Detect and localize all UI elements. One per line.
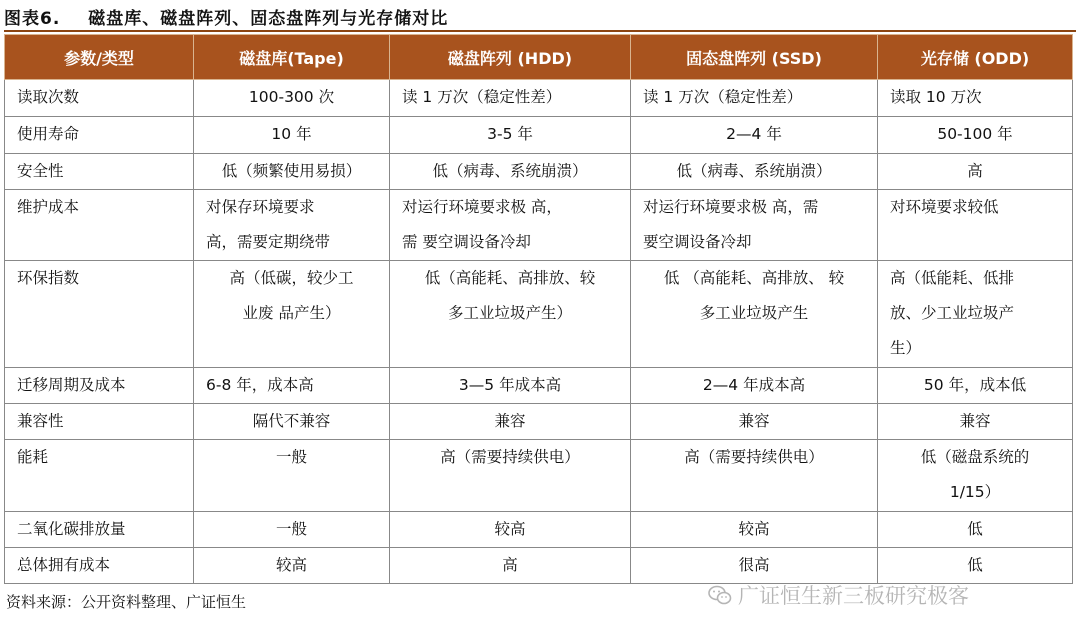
cell-hdd: 3-5 年	[390, 117, 631, 154]
table-row	[5, 154, 1073, 190]
watermark-text: 广证恒生新三板研究极客	[738, 584, 969, 608]
cell-param: 二氧化碳排放量	[5, 512, 194, 548]
table-row	[5, 548, 1073, 584]
cell-odd: 对环境要求较低	[878, 190, 1073, 261]
cell-param: 安全性	[5, 154, 194, 190]
table-row	[5, 440, 1073, 512]
cell-ssd: 兼容	[631, 404, 878, 440]
cell-odd: 低（磁盘系统的 1/15）	[878, 440, 1073, 512]
header-hdd: 磁盘阵列 (HDD)	[390, 35, 631, 80]
cell-tape: 较高	[194, 548, 390, 584]
table-row	[5, 261, 1073, 368]
cell-hdd: 兼容	[390, 404, 631, 440]
cell-tape: 隔代不兼容	[194, 404, 390, 440]
cell-param: 维护成本	[5, 190, 194, 261]
cell-hdd: 低（病毒、系统崩溃）	[390, 154, 631, 190]
cell-param: 读取次数	[5, 80, 194, 117]
cell-param: 迁移周期及成本	[5, 368, 194, 404]
cell-hdd: 低（高能耗、高排放、较 多工业垃圾产生）	[390, 261, 631, 368]
cell-ssd: 对运行环境要求极 高，需 要空调设备冷却	[631, 190, 878, 261]
cell-tape: 一般	[194, 440, 390, 512]
cell-hdd: 读 1 万次（稳定性差）	[390, 80, 631, 117]
cell-odd: 50 年，成本低	[878, 368, 1073, 404]
table-row	[5, 512, 1073, 548]
cell-param: 总体拥有成本	[5, 548, 194, 584]
cell-tape: 高（低碳，较少工 业废 品产生）	[194, 261, 390, 368]
cell-odd: 高	[878, 154, 1073, 190]
header-odd: 光存储 (ODD)	[878, 35, 1073, 80]
cell-param: 兼容性	[5, 404, 194, 440]
cell-odd: 兼容	[878, 404, 1073, 440]
cell-tape: 低（频繁使用易损）	[194, 154, 390, 190]
cell-ssd: 2—4 年	[631, 117, 878, 154]
cell-param: 使用寿命	[5, 117, 194, 154]
cell-ssd: 较高	[631, 512, 878, 548]
table-header-row	[5, 35, 1073, 80]
cell-hdd: 高（需要持续供电）	[390, 440, 631, 512]
cell-odd: 50-100 年	[878, 117, 1073, 154]
cell-tape: 10 年	[194, 117, 390, 154]
header-ssd: 固态盘阵列 (SSD)	[631, 35, 878, 80]
cell-ssd: 很高	[631, 548, 878, 584]
header-tape: 磁盘库(Tape)	[194, 35, 390, 80]
table-row	[5, 80, 1073, 117]
cell-hdd: 3—5 年成本高	[390, 368, 631, 404]
cell-odd: 读取 10 万次	[878, 80, 1073, 117]
table-row	[5, 190, 1073, 261]
cell-ssd: 低 （高能耗、高排放、 较 多工业垃圾产生	[631, 261, 878, 368]
cell-ssd: 高（需要持续供电）	[631, 440, 878, 512]
cell-hdd: 较高	[390, 512, 631, 548]
title-rule	[4, 30, 1076, 32]
cell-hdd: 对运行环境要求极 高， 需 要空调设备冷却	[390, 190, 631, 261]
cell-hdd: 高	[390, 548, 631, 584]
figure-title	[4, 4, 448, 29]
cell-param: 能耗	[5, 440, 194, 512]
cell-tape: 对保存环境要求 高，需要定期绕带	[194, 190, 390, 261]
figure-number: 图表6.	[4, 9, 61, 29]
cell-odd: 低	[878, 548, 1073, 584]
cell-ssd: 读 1 万次（稳定性差）	[631, 80, 878, 117]
source-note: 资料来源：公开资料整理、广证恒生	[6, 593, 247, 611]
cell-param: 环保指数	[5, 261, 194, 368]
cell-odd: 高（低能耗、低排 放、少工业垃圾产 生）	[878, 261, 1073, 368]
cell-tape: 6-8 年，成本高	[194, 368, 390, 404]
figure-title-text: 磁盘库、磁盘阵列、固态盘阵列与光存储对比	[88, 9, 449, 29]
comparison-table	[4, 34, 1073, 584]
cell-tape: 100-300 次	[194, 80, 390, 117]
table-row	[5, 117, 1073, 154]
cell-ssd: 2—4 年成本高	[631, 368, 878, 404]
table-row	[5, 368, 1073, 404]
cell-odd: 低	[878, 512, 1073, 548]
watermark	[708, 580, 969, 610]
cell-tape: 一般	[194, 512, 390, 548]
cell-ssd: 低（病毒、系统崩溃）	[631, 154, 878, 190]
table-row	[5, 404, 1073, 440]
header-param: 参数/类型	[5, 35, 194, 80]
wechat-icon	[708, 583, 732, 607]
